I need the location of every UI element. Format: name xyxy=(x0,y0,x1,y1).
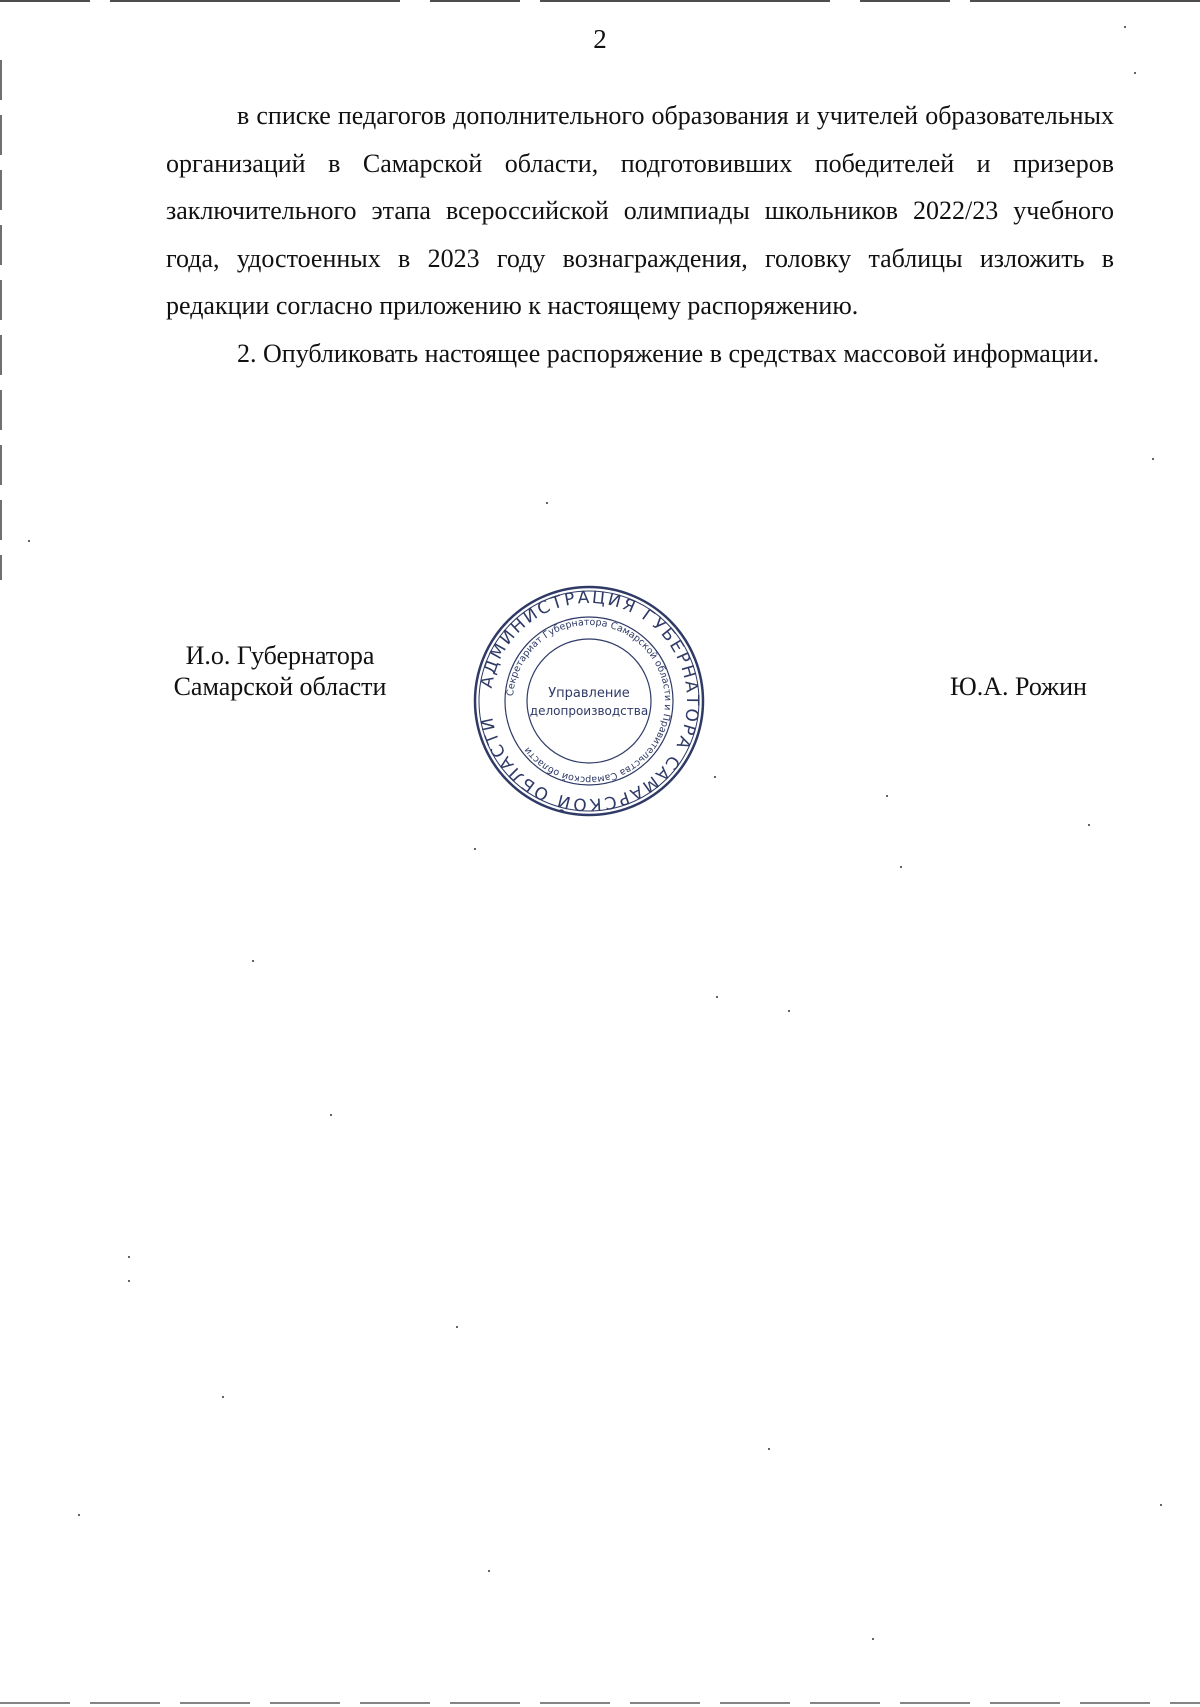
scan-speck xyxy=(886,795,888,797)
scan-speck xyxy=(872,1638,874,1640)
scan-speck xyxy=(714,776,716,778)
signatory-title-line2: Самарской области xyxy=(173,672,387,701)
scan-speck xyxy=(1124,26,1126,28)
seal-inner-text: Секретариат Губернатора Самарской области и Правительства Самарской области xyxy=(505,616,674,786)
scan-speck xyxy=(488,1570,490,1572)
seal-center-line2: делопроизводства xyxy=(529,704,649,718)
scan-edge-left xyxy=(0,60,2,580)
scan-speck xyxy=(1152,458,1154,460)
scan-speck xyxy=(546,502,548,504)
paragraph-publication: 2. Опубликовать настоящее распоряжение в средствах массовой информации. xyxy=(237,338,1100,368)
scan-speck xyxy=(1134,72,1136,74)
scan-speck xyxy=(768,1448,770,1450)
scan-speck xyxy=(474,848,476,850)
scan-speck xyxy=(788,1010,790,1012)
seal-outer-text: АДМИНИСТРАЦИЯ ГУБЕРНАТОРА САМАРСКОЙ ОБЛАСТИ xyxy=(476,587,703,815)
scan-speck xyxy=(456,1326,458,1328)
seal-center-line1: Управление xyxy=(548,686,630,701)
scan-speck xyxy=(330,1114,332,1116)
scan-edge-top xyxy=(0,0,1200,2)
scan-speck xyxy=(128,1256,130,1258)
official-seal xyxy=(472,584,706,818)
scan-speck xyxy=(222,1396,224,1398)
scan-speck xyxy=(1160,1504,1162,1506)
scan-speck xyxy=(128,1280,130,1282)
document-body xyxy=(166,92,1114,377)
scan-speck xyxy=(1088,824,1090,826)
scan-speck xyxy=(716,996,718,998)
scan-speck xyxy=(252,960,254,962)
signatory-name: Ю.А. Рожин xyxy=(950,672,1087,701)
scan-speck xyxy=(900,866,902,868)
signatory-title xyxy=(160,640,400,702)
signatory-title-line1: И.о. Губернатора xyxy=(185,641,375,670)
paragraph-amendment: в списке педагогов дополнительного образования и учителей образовательных организаций в Самарской области, подготовивших победителей и призеров заключительного этапа всероссийской олимпиады школьников 2022/23 учебного года, удостоенных в 2023 году вознаграждения, головку таблицы изложить в редакции согласно приложению к настоящему распоряжению. xyxy=(166,101,1114,320)
scan-speck xyxy=(78,1514,80,1516)
scan-speck xyxy=(28,540,30,542)
scan-edge-bottom xyxy=(0,1702,1200,1704)
page-number: 2 xyxy=(593,24,607,54)
